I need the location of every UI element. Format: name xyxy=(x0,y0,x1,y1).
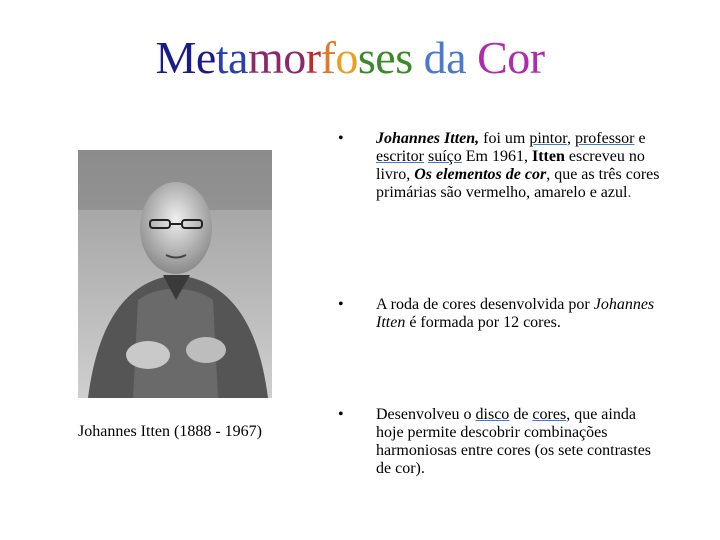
bullet-marker: • xyxy=(338,296,344,313)
text-run: Em 1961, xyxy=(461,148,532,165)
link-cores[interactable]: cores xyxy=(532,406,567,423)
bullet-text xyxy=(376,406,666,478)
bold-name: Johannes Itten, xyxy=(376,130,480,147)
portrait-illustration xyxy=(78,150,272,398)
text-run: é formada por 12 cores. xyxy=(405,314,561,331)
title-part: mo xyxy=(247,32,306,83)
title-part: r xyxy=(305,32,321,83)
text-run: , xyxy=(566,130,575,147)
link-professor[interactable]: professor xyxy=(574,130,635,147)
text-run: de xyxy=(509,406,533,423)
title-part: ses xyxy=(357,32,424,83)
link-disco[interactable]: disco xyxy=(475,406,510,423)
text-run: . xyxy=(627,184,632,201)
text-run: , que as três cores primárias são vermelho, amarelo e azul xyxy=(376,166,660,201)
bullet-text xyxy=(376,130,666,202)
title-part: f xyxy=(320,32,336,83)
link-pintor[interactable]: pintor xyxy=(529,130,567,147)
title-part: o xyxy=(335,32,358,83)
text-run: escreveu no livro, xyxy=(376,148,645,183)
text-run: A roda de cores desenvolvida por xyxy=(376,296,594,313)
title-part: Cor xyxy=(477,32,545,83)
text-run: foi um xyxy=(479,130,530,147)
bold-itten: Itten xyxy=(531,148,565,165)
slide-title xyxy=(0,28,700,88)
portrait-photo xyxy=(78,150,272,398)
link-escritor[interactable]: escritor xyxy=(376,148,424,165)
title-part: ta xyxy=(215,32,248,83)
bullet-marker: • xyxy=(338,406,344,423)
book-title: Os elementos de cor xyxy=(414,166,547,183)
bullet-marker: • xyxy=(338,130,344,147)
title-part: da xyxy=(423,32,478,83)
bullet-text xyxy=(376,296,666,332)
text-run: , que ainda hoje permite descobrir combinações harmoniosas entre cores (os sete contrastes de cor). xyxy=(376,406,652,477)
text-run: e xyxy=(634,130,646,147)
title-part: Me xyxy=(155,32,216,83)
italic-name: Johannes Itten xyxy=(376,296,655,331)
text-run: Desenvolveu o xyxy=(376,406,476,423)
photo-caption: Johannes Itten (1888 - 1967) xyxy=(78,423,262,440)
link-suico[interactable]: suíço xyxy=(427,148,462,165)
